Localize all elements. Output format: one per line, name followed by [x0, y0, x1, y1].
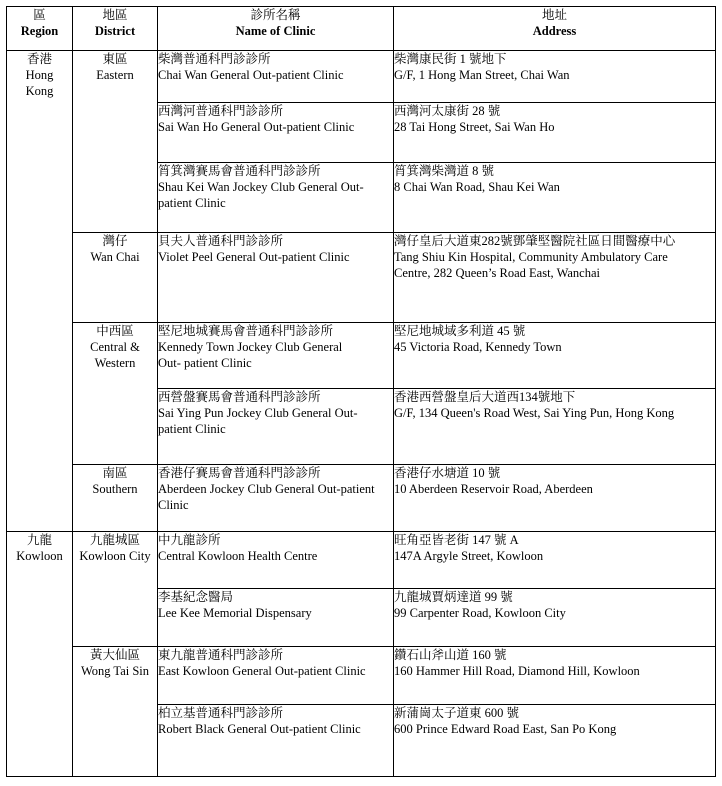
address-zh: 九龍城賈炳達道 99 號: [394, 590, 513, 604]
header-address: 地址 Address: [394, 7, 716, 51]
clinic-name-en: patient Clinic: [158, 422, 226, 436]
district-en: Central &: [90, 340, 140, 354]
address-cell: [394, 589, 716, 647]
clinic-name-zh: 李基紀念醫局: [158, 590, 234, 604]
district-cell: [73, 233, 158, 323]
clinic-cell: [158, 163, 394, 233]
address-zh: 灣仔皇后大道東282號鄧肇堅醫院社區日間醫療中心: [394, 234, 676, 248]
address-en: 600 Prince Edward Road East, San Po Kong: [394, 722, 617, 736]
table-row: [7, 647, 716, 705]
district-en: Kowloon City: [79, 549, 151, 563]
address-en: G/F, 1 Hong Man Street, Chai Wan: [394, 68, 570, 82]
district-cell: [73, 647, 158, 777]
clinic-cell: [158, 532, 394, 589]
clinic-name-en: Shau Kei Wan Jockey Club General Out-: [158, 180, 364, 194]
address-cell: [394, 532, 716, 589]
district-zh: 灣仔: [102, 234, 128, 248]
clinic-name-zh: 柏立基普通科門診診所: [158, 706, 284, 720]
clinic-name-en: Robert Black General Out-patient Clinic: [158, 722, 361, 736]
address-zh: 西灣河太康街 28 號: [394, 104, 501, 118]
district-zh: 東區: [102, 52, 128, 66]
address-zh: 旺角亞皆老街 147 號 A: [394, 533, 519, 547]
address-cell: [394, 163, 716, 233]
region-cell: [7, 532, 73, 777]
table-row: [7, 465, 716, 532]
address-cell: [394, 389, 716, 465]
clinic-name-zh: 中九龍診所: [158, 533, 221, 547]
clinic-name-zh: 堅尼地城賽馬會普通科門診診所: [158, 324, 334, 338]
region-cell: [7, 51, 73, 532]
clinic-name-zh: 筲箕灣賽馬會普通科門診診所: [158, 164, 321, 178]
clinic-name-zh: 西灣河普通科門診診所: [158, 104, 284, 118]
clinic-name-en: Aberdeen Jockey Club General Out-patient: [158, 482, 375, 496]
address-en: Centre, 282 Queen’s Road East, Wanchai: [394, 266, 600, 280]
clinic-name-en: East Kowloon General Out-patient Clinic: [158, 664, 366, 678]
clinic-name-en: Kennedy Town Jockey Club General: [158, 340, 343, 354]
address-cell: [394, 51, 716, 103]
clinic-cell: [158, 233, 394, 323]
header-row: [7, 7, 716, 51]
clinic-name-zh: 貝夫人普通科門診診所: [158, 234, 284, 248]
address-cell: [394, 233, 716, 323]
district-cell: [73, 51, 158, 233]
clinic-name-en: Sai Wan Ho General Out-patient Clinic: [158, 120, 355, 134]
region-en: Hong: [25, 68, 54, 82]
district-cell: [73, 465, 158, 532]
address-en: 147A Argyle Street, Kowloon: [394, 549, 544, 563]
table-row: [7, 233, 716, 323]
clinic-name-zh: 東九龍普通科門診診所: [158, 648, 284, 662]
clinic-name-en: Sai Ying Pun Jockey Club General Out-: [158, 406, 358, 420]
district-en: Wong Tai Sin: [80, 664, 150, 678]
header-clinic: 診所名稱 Name of Clinic: [158, 7, 394, 51]
address-en: 8 Chai Wan Road, Shau Kei Wan: [394, 180, 560, 194]
clinic-name-en: Central Kowloon Health Centre: [158, 549, 318, 563]
district-zh: 南區: [102, 466, 128, 480]
region-en: Kong: [25, 84, 54, 98]
header-region: 區 Region: [7, 7, 73, 51]
address-cell: [394, 465, 716, 532]
district-en: Eastern: [96, 68, 134, 82]
clinic-cell: [158, 705, 394, 777]
address-cell: [394, 647, 716, 705]
address-zh: 柴灣康民街 1 號地下: [394, 52, 507, 66]
region-zh: 九龍: [26, 533, 52, 547]
clinic-name-zh: 西營盤賽馬會普通科門診診所: [158, 390, 321, 404]
address-en: 10 Aberdeen Reservoir Road, Aberdeen: [394, 482, 593, 496]
district-zh: 黃大仙區: [89, 648, 140, 662]
clinic-name-en: Chai Wan General Out-patient Clinic: [158, 68, 344, 82]
region-zh: 香港: [26, 52, 52, 66]
clinic-name-en: Violet Peel General Out-patient Clinic: [158, 250, 350, 264]
clinic-name-en: patient Clinic: [158, 196, 226, 210]
district-en: Western: [94, 356, 136, 370]
address-zh: 新蒲崗太子道東 600 號: [394, 706, 520, 720]
clinic-name-zh: 香港仔賽馬會普通科門診診所: [158, 466, 321, 480]
header-district: 地區 District: [73, 7, 158, 51]
clinic-cell: [158, 589, 394, 647]
district-en: Southern: [92, 482, 138, 496]
district-zh: 九龍城區: [89, 533, 140, 547]
table-row: [7, 51, 716, 103]
address-en: 45 Victoria Road, Kennedy Town: [394, 340, 562, 354]
address-zh: 堅尼地城域多利道 45 號: [394, 324, 526, 338]
clinic-name-zh: 柴灣普通科門診診所: [158, 52, 271, 66]
region-en: Kowloon: [16, 549, 63, 563]
clinic-name-en: Clinic: [158, 498, 189, 512]
district-zh: 中西區: [96, 324, 134, 338]
address-zh: 香港西營盤皇后大道西134號地下: [394, 390, 576, 404]
clinic-cell: [158, 647, 394, 705]
clinic-name-en: Out- patient Clinic: [158, 356, 252, 370]
table-row: [7, 532, 716, 589]
address-cell: [394, 705, 716, 777]
address-en: G/F, 134 Queen's Road West, Sai Ying Pun, Hong Kong: [394, 406, 675, 420]
address-cell: [394, 323, 716, 389]
address-zh: 筲箕灣柴灣道 8 號: [394, 164, 495, 178]
table-row: [7, 323, 716, 389]
clinic-cell: [158, 103, 394, 163]
address-en: 99 Carpenter Road, Kowloon City: [394, 606, 566, 620]
table-body: [7, 51, 716, 777]
address-en: 28 Tai Hong Street, Sai Wan Ho: [394, 120, 555, 134]
district-cell: [73, 532, 158, 647]
clinic-cell: [158, 465, 394, 532]
address-zh: 香港仔水塘道 10 號: [394, 466, 501, 480]
address-cell: [394, 103, 716, 163]
district-en: Wan Chai: [90, 250, 140, 264]
address-zh: 鑽石山斧山道 160 號: [394, 648, 507, 662]
address-en: 160 Hammer Hill Road, Diamond Hill, Kowloon: [394, 664, 640, 678]
clinic-cell: [158, 51, 394, 103]
address-en: Tang Shiu Kin Hospital, Community Ambulatory Care: [394, 250, 668, 264]
clinic-table: [6, 6, 716, 777]
clinic-name-en: Lee Kee Memorial Dispensary: [158, 606, 312, 620]
clinic-cell: [158, 323, 394, 389]
clinic-cell: [158, 389, 394, 465]
district-cell: [73, 323, 158, 465]
